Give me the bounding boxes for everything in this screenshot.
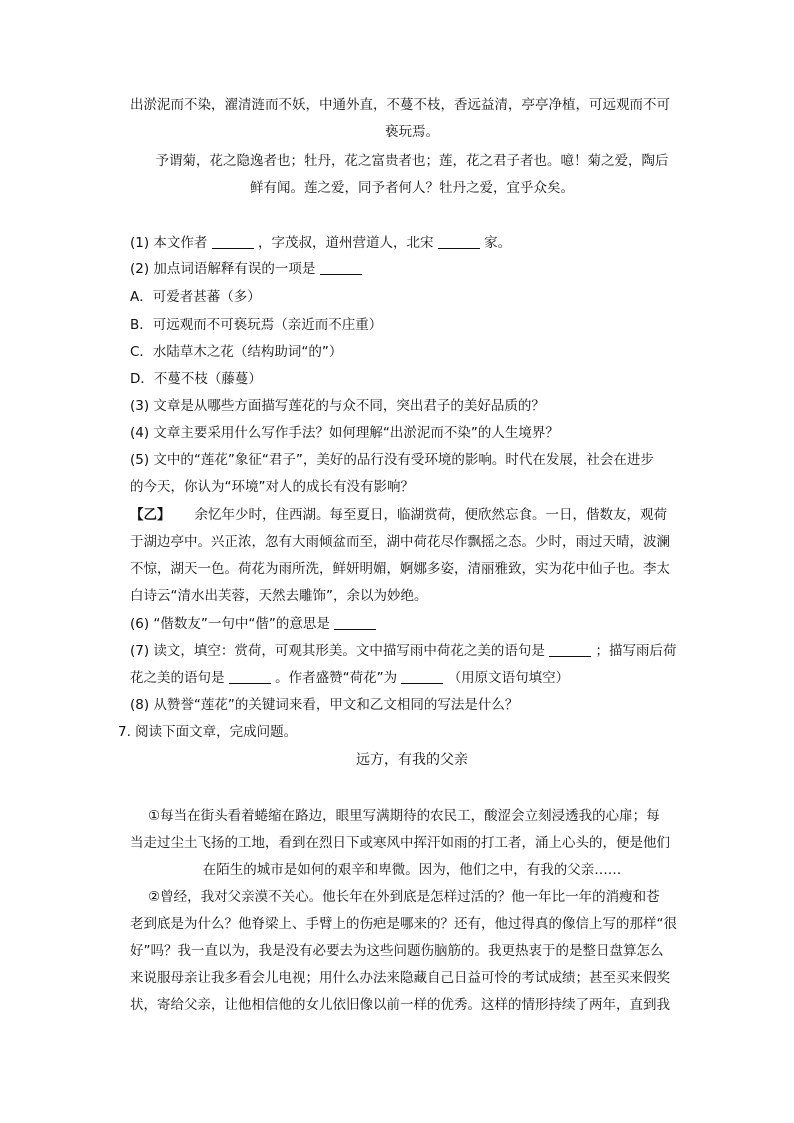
answer-blank[interactable] xyxy=(334,615,376,630)
paragraph-1-line-3: 在陌生的城市是如何的艰辛和卑微。因为，他们之中，有我的父亲…… xyxy=(202,862,622,878)
answer-blank[interactable] xyxy=(229,669,271,684)
option-d: D．不蔓不枝（藤蔓） xyxy=(130,371,262,387)
section-7-intro: 7. 阅读下面文章，完成问题。 xyxy=(118,724,298,740)
paragraph-1-line-1: ①每当在街头看着蜷缩在路边，眼里写满期待的农民工，酸涩会立刻浸透我的心扉；每 xyxy=(148,808,660,824)
paragraph-2-line-1: ②曾经，我对父亲漠不关心。他长年在外到底是怎样过活的？他一年比一年的消瘦和苍 xyxy=(148,889,660,905)
answer-blank[interactable] xyxy=(320,260,362,275)
yi-tag: 【乙】 xyxy=(130,507,171,523)
answer-blank[interactable] xyxy=(438,234,480,249)
paragraph-2-line-5: 状，寄给父亲，让他相信他的女儿依旧像以前一样的优秀。这样的情形持续了两年，直到我 xyxy=(130,997,670,1013)
answer-blank[interactable] xyxy=(549,642,591,657)
option-a: A．可爱者甚蕃（多） xyxy=(130,289,261,305)
yi-text-line-1-body: 余忆年少时，住西湖。每至夏日，临湖赏荷，便欣然忘食。一日，偕数友，观荷 xyxy=(194,507,667,523)
question-1-part-c: 家。 xyxy=(484,235,512,251)
question-7-part-d: 。作者盛赞“荷花”为 xyxy=(275,670,398,686)
jia-text-line-4: 鲜有闻。莲之爱，同予者何人？牡丹之爱，宜乎众矣。 xyxy=(250,180,574,196)
paragraph-2-line-4: 来说服母亲让我多看会儿电视；用什么办法来隐藏自己日益可怜的考试成绩；甚至买来假奖 xyxy=(130,970,670,986)
question-5-line-2: 的今天，你认为“环境”对人的成长有没有影响？ xyxy=(130,479,414,495)
paragraph-2-line-2: 老到底是为什么？他脊梁上、手臂上的伤疤是哪来的？还有，他过得真的像信上写的那样“很 xyxy=(130,916,677,932)
jia-text-line-2: 亵玩焉。 xyxy=(385,124,439,140)
jia-text-line-1: 出淤泥而不染，濯清涟而不妖，中通外直，不蔓不枝，香远益清，亭亭净植，可远观而不可 xyxy=(130,97,670,113)
question-7-part-e: （用原文语句填空） xyxy=(447,670,570,686)
yi-text-line-4: 白诗云“清水出芙蓉，天然去雕饰”，余以为妙绝。 xyxy=(130,588,428,604)
question-7-part-a: (7) 读文，填空：赏荷，可观其形美。文中描写雨中荷花之美的语句是 xyxy=(130,643,545,659)
question-1 xyxy=(130,233,694,253)
question-7-line-2 xyxy=(130,668,694,688)
question-7-part-c: 花之美的语句是 xyxy=(130,670,225,686)
option-b: B．可远观而不可亵玩焉（亲近而不庄重） xyxy=(130,317,383,333)
question-6-text: (6) “偕数友”一句中“偕”的意思是 xyxy=(130,616,330,632)
paragraph-1-line-2: 当走过尘土飞扬的工地，看到在烈日下或寒风中挥汗如雨的打工者，涌上心头的，便是他们 xyxy=(130,835,670,851)
yi-text-line-3: 不惊，湖天一色。荷花为雨所洗，鲜妍明媚，婀娜多姿，清丽雅致，实为花中仙子也。李太 xyxy=(130,561,670,577)
question-3: (3) 文章是从哪些方面描写莲花的与众不同，突出君子的美好品质的？ xyxy=(130,398,545,414)
answer-blank[interactable] xyxy=(401,669,443,684)
question-1-part-a: (1) 本文作者 xyxy=(130,235,208,251)
question-5-line-1: (5) 文中的“莲花”象征“君子”，美好的品行没有受环境的影响。时代在发展，社会在进步 xyxy=(130,452,654,468)
question-8: (8) 从赞誉“莲花”的关键词来看，甲文和乙文相同的写法是什么？ xyxy=(130,697,519,713)
question-6 xyxy=(130,614,694,634)
yi-text-line-2: 于湖边亭中。兴正浓，忽有大雨倾盆而至，湖中荷花尽作飘摇之态。少时，雨过天晴，波澜 xyxy=(130,534,670,550)
question-1-part-b: ，字茂叔，道州营道人，北宋 xyxy=(258,235,434,251)
question-7-line-1 xyxy=(130,641,694,661)
question-2 xyxy=(130,259,694,279)
yi-text-line-1 xyxy=(130,505,694,525)
question-4: (4) 文章主要采用什么写作手法？如何理解“出淤泥而不染”的人生境界？ xyxy=(130,425,559,441)
answer-blank[interactable] xyxy=(212,234,254,249)
jia-text-line-3: 予谓菊，花之隐逸者也；牡丹，花之富贵者也；莲，花之君子者也。噫！菊之爱，陶后 xyxy=(155,153,669,169)
paragraph-2-line-3: 好”吗？我一直以为，我是没有必要去为这些问题伤脑筋的。我更热衷于的是整日盘算怎么 xyxy=(130,943,664,959)
question-7-part-b: ；描写雨后荷 xyxy=(595,643,677,659)
question-2-text: (2) 加点词语解释有误的一项是 xyxy=(130,261,316,277)
option-c: C．水陆草木之花（结构助词“的”） xyxy=(130,344,343,360)
article-title: 远方，有我的父亲 xyxy=(356,752,468,768)
